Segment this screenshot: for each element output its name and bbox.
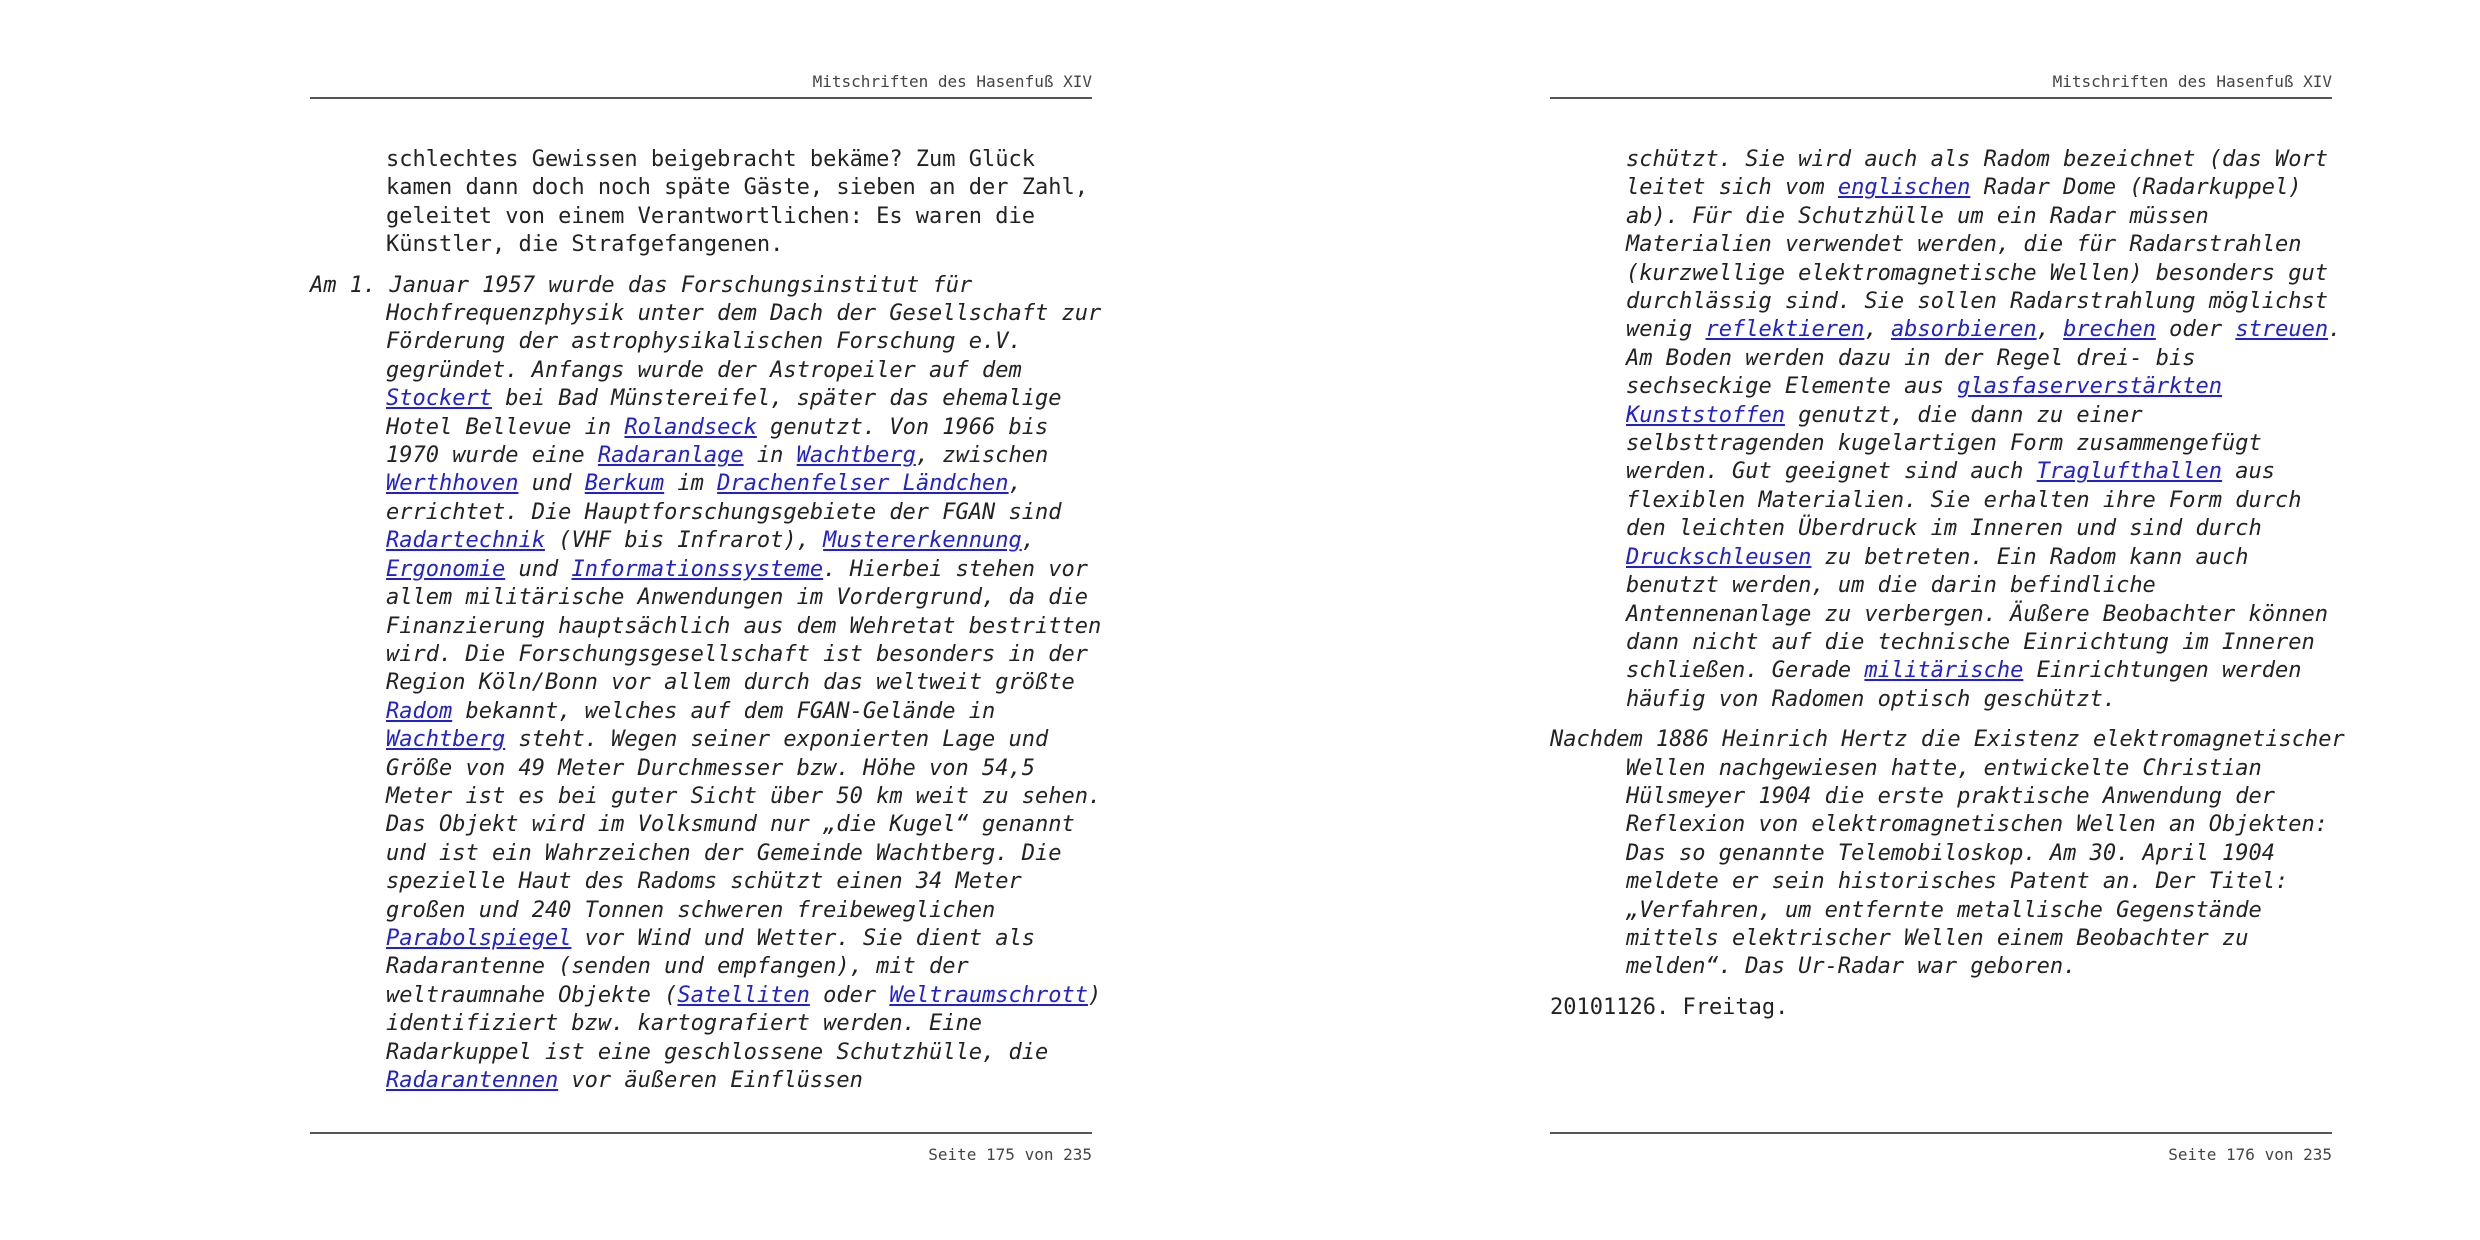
page-number: Seite 176 von 235 bbox=[2168, 1145, 2332, 1164]
wiki-link[interactable]: Radarantennen bbox=[386, 1068, 559, 1093]
wiki-link[interactable]: absorbieren bbox=[1890, 317, 2037, 343]
wiki-link[interactable]: englischen bbox=[1837, 175, 1971, 201]
wiki-link[interactable]: Ergonomie bbox=[386, 556, 506, 582]
footer-rule bbox=[310, 1132, 1092, 1134]
paragraph-strafgefangene: schlechtes Gewissen beigebracht bekäme? Zum Glück kamen dann doch noch späte Gäste, sieben an der Zahl, geleitet von einem Verantwortlichen: Es waren die Künstler, die Strafgefangenen. bbox=[386, 147, 1088, 258]
wiki-link[interactable]: Drachenfelser Ländchen bbox=[717, 471, 1009, 497]
paragraph-radom: schützt. Sie wird auch als Radom bezeichnet (das Wort leitet sich vom englischen Radar Dome (Radarkuppel) ab). Für die Schutzhülle um ein Radar müssen Materialien verwendet werden, die für Radarstrahlen (kurzwellige elektromagnetische Wellen) besonders gut durchlässig sind. Sie sollen Radarstrahlung möglichst wenig reflektieren, absorbieren, brechen oder streuen. Am Boden werden dazu in der Regel drei- bis sechseckige Elemente aus glasfaserverstärkten Kunststoffen genutzt, die dann zu einer selbsttragenden kugelartigen Form zusammengefügt werden. Gut geeignet sind auch Traglufthallen aus flexiblen Materialien. Sie erhalten ihre Form durch den leichten Überdruck im Inneren und sind durch Druckschleusen zu betreten. Ein Radom kann auch benutzt werden, um die darin befindliche Antennenanlage zu verbergen. Äußere Beobachter können dann nicht auf die technische Einrichtung im Inneren schließen. Gerade militärische Einrichtungen werden häufig von Radomen optisch geschützt. bbox=[1626, 147, 2342, 712]
wiki-link[interactable]: Weltraumschrott bbox=[889, 982, 1089, 1008]
wiki-link[interactable]: reflektieren bbox=[1705, 317, 1865, 343]
page-right bbox=[1240, 0, 2480, 1240]
wiki-link[interactable]: militärische bbox=[1864, 658, 2024, 684]
running-header: Mitschriften des Hasenfuß XIV bbox=[2052, 72, 2332, 91]
diary-date-entry: 20101126. Freitag. bbox=[1550, 994, 1789, 1020]
wiki-link[interactable]: Radartechnik bbox=[386, 528, 545, 554]
wiki-link[interactable]: Stockert bbox=[386, 386, 492, 412]
header-rule bbox=[310, 97, 1092, 99]
running-header: Mitschriften des Hasenfuß XIV bbox=[812, 72, 1092, 91]
wiki-link[interactable]: Informationssysteme bbox=[571, 556, 824, 582]
wiki-link[interactable]: Parabolspiegel bbox=[386, 925, 572, 951]
page-body bbox=[310, 146, 1110, 1107]
paragraph-hertz: Nachdem 1886 Heinrich Hertz die Existenz elektromagnetischer Wellen nachgewiesen hatte, entwickelte Christian Hülsmeyer 1904 die erste praktische Anwendung der Reflexion von elektromagnetischen Wellen an Objekten: Das so genannte Telemobiloskop. Am 30. April 1904 meldete er sein historisches Patent an. Der Titel: „Verfahren, um entfernte metallische Gegenstände mittels elektrischer Wellen einem Beobachter zu melden“. Das Ur-Radar war geboren. bbox=[1550, 727, 2345, 980]
wiki-link[interactable]: Radom bbox=[386, 698, 453, 724]
wiki-link[interactable]: Werthhoven bbox=[386, 471, 519, 497]
wiki-link[interactable]: Radaranlage bbox=[597, 443, 744, 469]
wiki-link[interactable]: Berkum bbox=[584, 471, 665, 497]
page-body bbox=[1550, 146, 2350, 1034]
wiki-link[interactable]: brechen bbox=[2063, 317, 2156, 343]
paragraph-fgan: Am 1. Januar 1957 wurde das Forschungsinstitut für Hochfrequenzphysik unter dem Dach der Gesellschaft zur Förderung der astrophysikalischen Forschung e.V. gegründet. Anfangs wurde der Astropeiler auf dem Stockert bei Bad Münstereifel, später das ehemalige Hotel Bellevue in Rolandseck genutzt. Von 1966 bis 1970 wurde eine Radaranlage in Wachtberg, zwischen Werthhoven und Berkum im Drachenfelser Ländchen, errichtet. Die Hauptforschungsgebiete der FGAN sind Radartechnik (VHF bis Infrarot), Mustererkennung, Ergonomie und Informationssysteme. Hierbei stehen vor allem militärische Anwendungen im Vordergrund, da die Finanzierung hauptsächlich aus dem Wehretat bestritten wird. Die Forschungsgesellschaft ist besonders in der Region Köln/Bonn vor allem durch das weltweit größte Radom bekannt, welches auf dem FGAN-Gelände in Wachtberg steht. Wegen seiner exponierten Lage und Größe von 49 Meter Durchmesser bzw. Höhe von 54,5 Meter ist es bei guter Sicht über 50 km weit zu sehen. Das Objekt wird im Volksmund nur „die Kugel“ genannt und ist ein Wahrzeichen der Gemeinde Wachtberg. Die spezielle Haut des Radoms schützt einen 34 Meter großen und 240 Tonnen schweren freibeweglichen Parabolspiegel vor Wind und Wetter. Sie dient als Radarantenne (senden und empfangen), mit der weltraumnahe Objekte (Satelliten oder Weltraumschrott) identifiziert bzw. kartografiert werden. Eine Radarkuppel ist eine geschlossene Schutzhülle, die Radarantennen vor äußeren Einflüssen bbox=[310, 272, 1102, 1093]
wiki-link[interactable]: Traglufthallen bbox=[2036, 459, 2223, 485]
wiki-link[interactable]: Wachtberg bbox=[386, 727, 506, 753]
wiki-link[interactable]: streuen bbox=[2235, 317, 2329, 343]
wiki-link[interactable]: Druckschleusen bbox=[1626, 544, 1812, 570]
wiki-link[interactable]: Rolandseck bbox=[624, 414, 757, 440]
wiki-link[interactable]: Mustererkennung bbox=[823, 528, 1022, 554]
wiki-link[interactable]: glasfaserverstärkten Kunststoffen bbox=[1626, 374, 2223, 428]
page-number: Seite 175 von 235 bbox=[928, 1145, 1092, 1164]
wiki-link[interactable]: Wachtberg bbox=[796, 443, 916, 469]
footer-rule bbox=[1550, 1132, 2332, 1134]
wiki-link[interactable]: Satelliten bbox=[677, 982, 810, 1008]
header-rule bbox=[1550, 97, 2332, 99]
